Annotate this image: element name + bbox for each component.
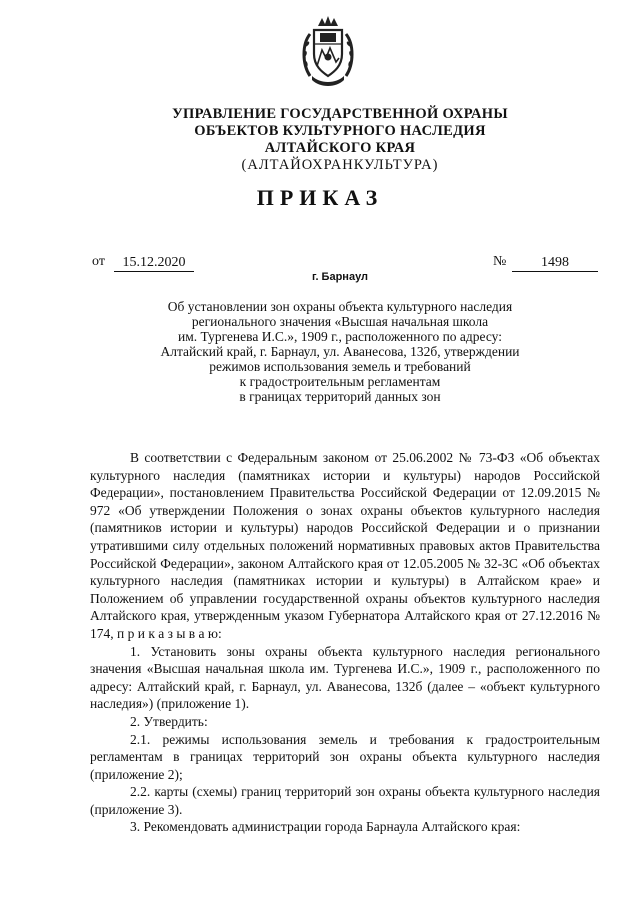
preamble-paragraph	[90, 449, 600, 643]
issuer-header	[0, 106, 640, 174]
number-label: №	[493, 254, 507, 269]
order-item-3: 3. Рекомендовать администрации города Барнаула Алтайского края:	[130, 819, 521, 835]
document-type-title: ПРИКАЗ	[256, 185, 384, 210]
coat-of-arms-icon	[300, 14, 356, 102]
city-label: г. Барнаул	[311, 271, 369, 283]
subject-line: регионального значения «Высшая начальная школа	[191, 314, 489, 329]
subject-line: к градостроительным регламентам	[239, 374, 441, 389]
order-body	[90, 449, 600, 836]
order-number: 1498	[512, 254, 598, 272]
order-item-2: 2. Утвердить:	[130, 713, 208, 729]
subject-line: режимов использования земель и требований	[209, 359, 471, 374]
issuer-abbreviation: (АЛТАЙОХРАНКУЛЬТУРА)	[241, 157, 439, 173]
date-label: от	[92, 254, 105, 269]
issuer-line: АЛТАЙСКОГО КРАЯ	[264, 140, 416, 156]
subject-line: им. Тургенева И.С.», 1909 г., расположенного по адресу:	[177, 329, 502, 344]
order-item-2-2: 2.2. карты (схемы) границ территорий зон охраны объекта культурного наследия (приложение 3).	[90, 784, 600, 817]
subject-line: Алтайский край, г. Барнаул, ул. Аванесова, 132б, утверждении	[160, 344, 520, 359]
preamble-text: В соответствии с Федеральным законом от 25.06.2002 № 73-ФЗ «Об объектах культурного наследия (памятниках истории и культуры) народов Российской Федерации», постановлением Правительства Российской Федерации от 12.09.2015 № 972 «Об утверждении Положения о зонах охраны объектов культурного наследия (памятников истории и культуры) народов Российской Федерации и о признании утратившими силу отдельных положений нормативных правовых актов Правительства Российской Федерации», законом Алтайского края от 12.05.2005 № 32-ЗС «Об объектах культурного наследия (памятниках истории и культуры) в Алтайском крае» и Положением об управлении государственной охраны объектов культурного наследия Алтайского края, утвержденным указом Губернатора Алтайского края от 27.12.2016 № 174,	[90, 450, 600, 641]
order-item-1: 1. Установить зоны охраны объекта культурного наследия регионального значения «Высшая начальная школа им. Тургенева И.С.», 1909 г., расположенного по адресу: Алтайский край, г. Барнаул, ул. Аванесова, 132б (далее – «объект культурного наследия») (приложение 1).	[90, 643, 600, 712]
order-subject	[90, 299, 590, 404]
subject-line: в границах территорий данных зон	[239, 389, 441, 404]
order-item-2-1: 2.1. режимы использования земель и требования к градостроительным регламентам в границах территорий зон охраны объекта культурного наследия (приложение 2);	[90, 731, 600, 782]
issuer-line: ОБЪЕКТОВ КУЛЬТУРНОГО НАСЛЕДИЯ	[194, 123, 486, 139]
issuer-line: УПРАВЛЕНИЕ ГОСУДАРСТВЕННОЙ ОХРАНЫ	[172, 106, 508, 122]
subject-line: Об установлении зон охраны объекта культурного наследия	[167, 299, 513, 314]
order-date: 15.12.2020	[114, 254, 194, 272]
order-word: п р и к а з ы в а ю:	[117, 625, 222, 641]
